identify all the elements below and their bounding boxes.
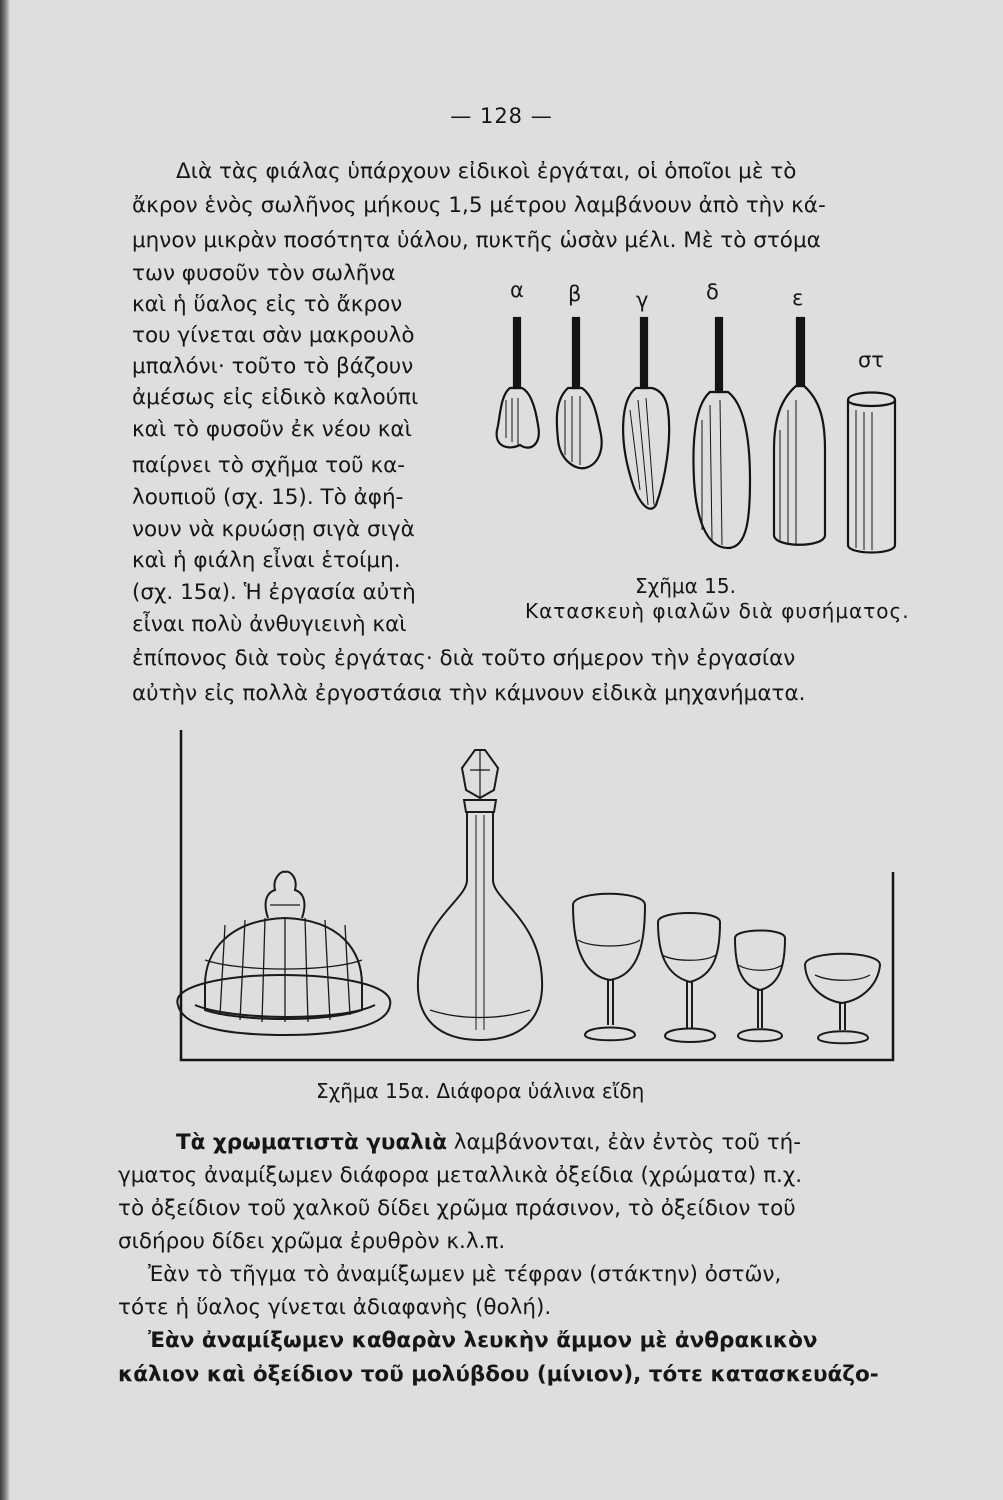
paragraph-1-line: ἐπίπονος διὰ τοὺς ἐργάτας· διὰ τοῦτο σήμερον τὴν ἐργασίαν [132,646,796,671]
covered-dish-illustration [177,872,390,1035]
paragraph-3-line: τότε ἡ ὕαλος γίνεται ἀδιαφανὴς (θολή). [118,1295,552,1320]
paragraph-2-line: γματος ἀναμίξωμεν διάφορα μεταλλικὰ ὀξείδια (χρώματα) π.χ. [118,1163,803,1188]
paragraph-2-line [176,1132,801,1154]
paragraph-1-line: των φυσοῦν τὸν σωλῆνα [132,261,396,286]
figure-15a-caption: Σχῆμα 15α. Διάφορα ὑάλινα εἴδη [316,1079,645,1103]
wine-glass-3-illustration [735,931,785,1042]
figure-15-label-a: α [510,278,524,302]
paragraph-1-line: λουπιοῦ (σχ. 15). Τὸ ἀφή- [132,485,404,510]
page-number: — 128 — [450,104,553,128]
figure-15-caption-text: Κατασκευὴ φιαλῶν διὰ φυσήματος. [525,599,910,623]
paragraph-1-line: νουν νὰ κρυώσῃ σιγὰ σιγὰ [132,517,415,542]
figure-15-label-d: δ [706,280,719,304]
paragraph-2-term: Τὰ χρωματιστὰ γυαλιὰ [176,1130,447,1155]
figure-15-label-e: ε [792,286,804,310]
paragraph-1-line: καὶ ἡ φιάλη εἶναι ἑτοίμη. [132,548,401,573]
coupe-glass-illustration [805,954,880,1044]
paragraph-1-line: αὐτὴν εἰς πολλὰ ἐργοστάσια τὴν κάμνουν εἰδικὰ μηχανήματα. [132,681,806,706]
paragraph-1-line: καὶ ἡ ὕαλος εἰς τὸ ἄκρον [132,292,403,317]
decanter-illustration [418,750,542,1040]
paragraph-3-line: Ἐὰν τὸ τῆγμα τὸ ἀναμίξωμεν μὲ τέφραν (στάκτην) ὀστῶν, [148,1262,782,1287]
paragraph-1-line: ἄκρον ἑνὸς σωλῆνος μήκους 1,5 μέτρου λαμβάνουν ἀπὸ τὴν κά- [132,193,826,218]
paragraph-1-line: Διὰ τὰς φιάλας ὑπάρχουν εἰδικοὶ ἐργάται, οἱ ὁποῖοι μὲ τὸ [176,159,797,184]
figure-15-caption-title: Σχῆμα 15. [635,574,736,598]
paragraph-1-line: μπαλόνι· τοῦτο τὸ βάζουν [132,354,414,379]
paragraph-1-line: του γίνεται σὰν μακρουλὸ [132,323,415,348]
paragraph-1-line: ἀμέσως εἰς εἰδικὸ καλούπι [132,385,419,410]
paragraph-1-line: μηνον μικρὰν ποσότητα ὑάλου, πυκτῆς ὡσὰν μέλι. Μὲ τὸ στόμα [132,228,821,253]
figure-15-label-g: γ [636,288,649,312]
figure-15-label-b: β [568,282,582,306]
wine-glass-1-illustration [573,894,645,1041]
paragraph-1-line: καὶ τὸ φυσοῦν ἐκ νέου καὶ [132,417,412,442]
wine-glass-2-illustration [658,913,720,1042]
paragraph-4-line: κάλιον καὶ ὀξείδιον τοῦ μολύβδου (μίνιον), τότε κατασκευάζο- [118,1362,879,1387]
paragraph-1-line: εἶναι πολὺ ἀνθυγιεινὴ καὶ [132,612,407,637]
paragraph-4-line: Ἐὰν ἀναμίξωμεν καθαρὰν λευκὴν ἄμμον μὲ ἀνθρακικὸν [148,1328,818,1353]
paragraph-2-line: τὸ ὀξείδιον τοῦ χαλκοῦ δίδει χρῶμα πράσινον, τὸ ὀξείδιον τοῦ [118,1196,796,1221]
paragraph-1-line: (σχ. 15α). Ἡ ἐργασία αὐτὴ [132,580,416,605]
paragraph-2-line: σιδήρου δίδει χρῶμα ἐρυθρὸν κ.λ.π. [118,1229,506,1254]
figure-15-label-st: στ [858,348,884,372]
paragraph-1-line: παίρνει τὸ σχῆμα τοῦ κα- [132,453,406,478]
paragraph-2-first-line-rest: λαμβάνονται, ἐὰν ἐντὸς τοῦ τή- [446,1130,802,1155]
